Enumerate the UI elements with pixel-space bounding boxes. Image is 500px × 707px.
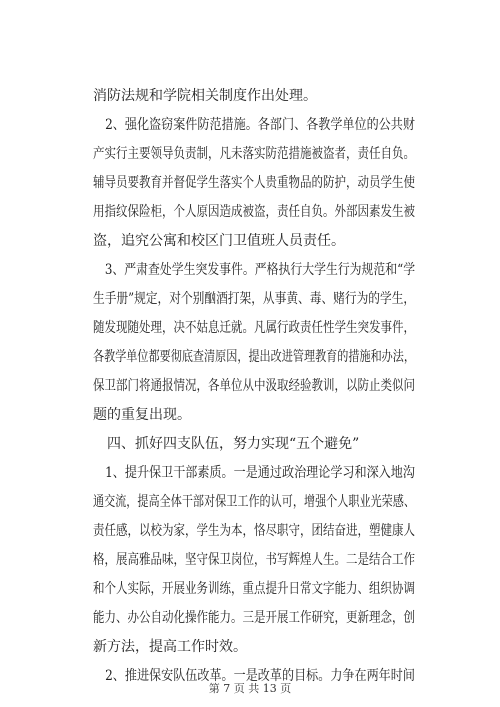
text-line: 各教学单位都要彻底查清原因，提出改进管理教育的措施和办法， — [93, 349, 415, 365]
text-line: 产实行主要领导负责制，凡未落实防范措施被盗者，责任自负。 — [93, 146, 415, 162]
text-line: 2、推进保安队伍改革。一是改革的目标。力争在两年时间 — [93, 668, 415, 684]
page-number: 第 7 页 共 13 页 — [208, 682, 292, 695]
text-line: 用指纹保险柜，个人原因造成被盗，责任自负。外部因素发生被 — [93, 204, 415, 220]
text-line: 通交流，提高全体干部对保卫工作的认可，增强个人职业光荣感、 — [93, 494, 415, 510]
text-line: 消防法规和学院相关制度作出处理。 — [93, 88, 317, 104]
text-line: 题的重复出现。 — [93, 407, 191, 423]
section-heading: 四、抓好四支队伍，努力实现“五个避免” — [93, 436, 360, 452]
text-line: 2、强化盗窃案件防范措施。各部门、各教学单位的公共财 — [93, 117, 415, 133]
text-line: 1、提升保卫干部素质。一是通过政治理论学习和深入地沟 — [93, 465, 415, 481]
text-line: 随发现随处理，决不姑息迁就。凡属行政责任性学生突发事件， — [93, 320, 415, 336]
text-line: 责任感，以校为家，学生为本，恪尽职守，团结奋进，塑健康人 — [93, 523, 415, 539]
text-line: 格，展高雅品味，坚守保卫岗位，书写辉煌人生。二是结合工作 — [93, 552, 415, 568]
text-line: 新方法，提高工作时效。 — [93, 639, 247, 655]
text-line: 保卫部门将通报情况，各单位从中汲取经验教训，以防止类似问 — [93, 378, 415, 394]
text-line: 盗，追究公寓和校区门卫值班人员责任。 — [93, 233, 345, 249]
text-line: 和个人实际，开展业务训练，重点提升日常文字能力、组织协调 — [93, 581, 415, 597]
text-line: 能力、办公自动化操作能力。三是开展工作研究，更新理念，创 — [93, 610, 415, 626]
text-line: 辅导员要教育并督促学生落实个人贵重物品的防护，动员学生使 — [93, 175, 415, 191]
text-line: 3、严肃查处学生突发事件。严格执行大学生行为规范和“学 — [93, 262, 416, 278]
text-line: 生手册”规定，对个别酗酒打架，从事黄、毒、赌行为的学生， — [93, 291, 416, 307]
